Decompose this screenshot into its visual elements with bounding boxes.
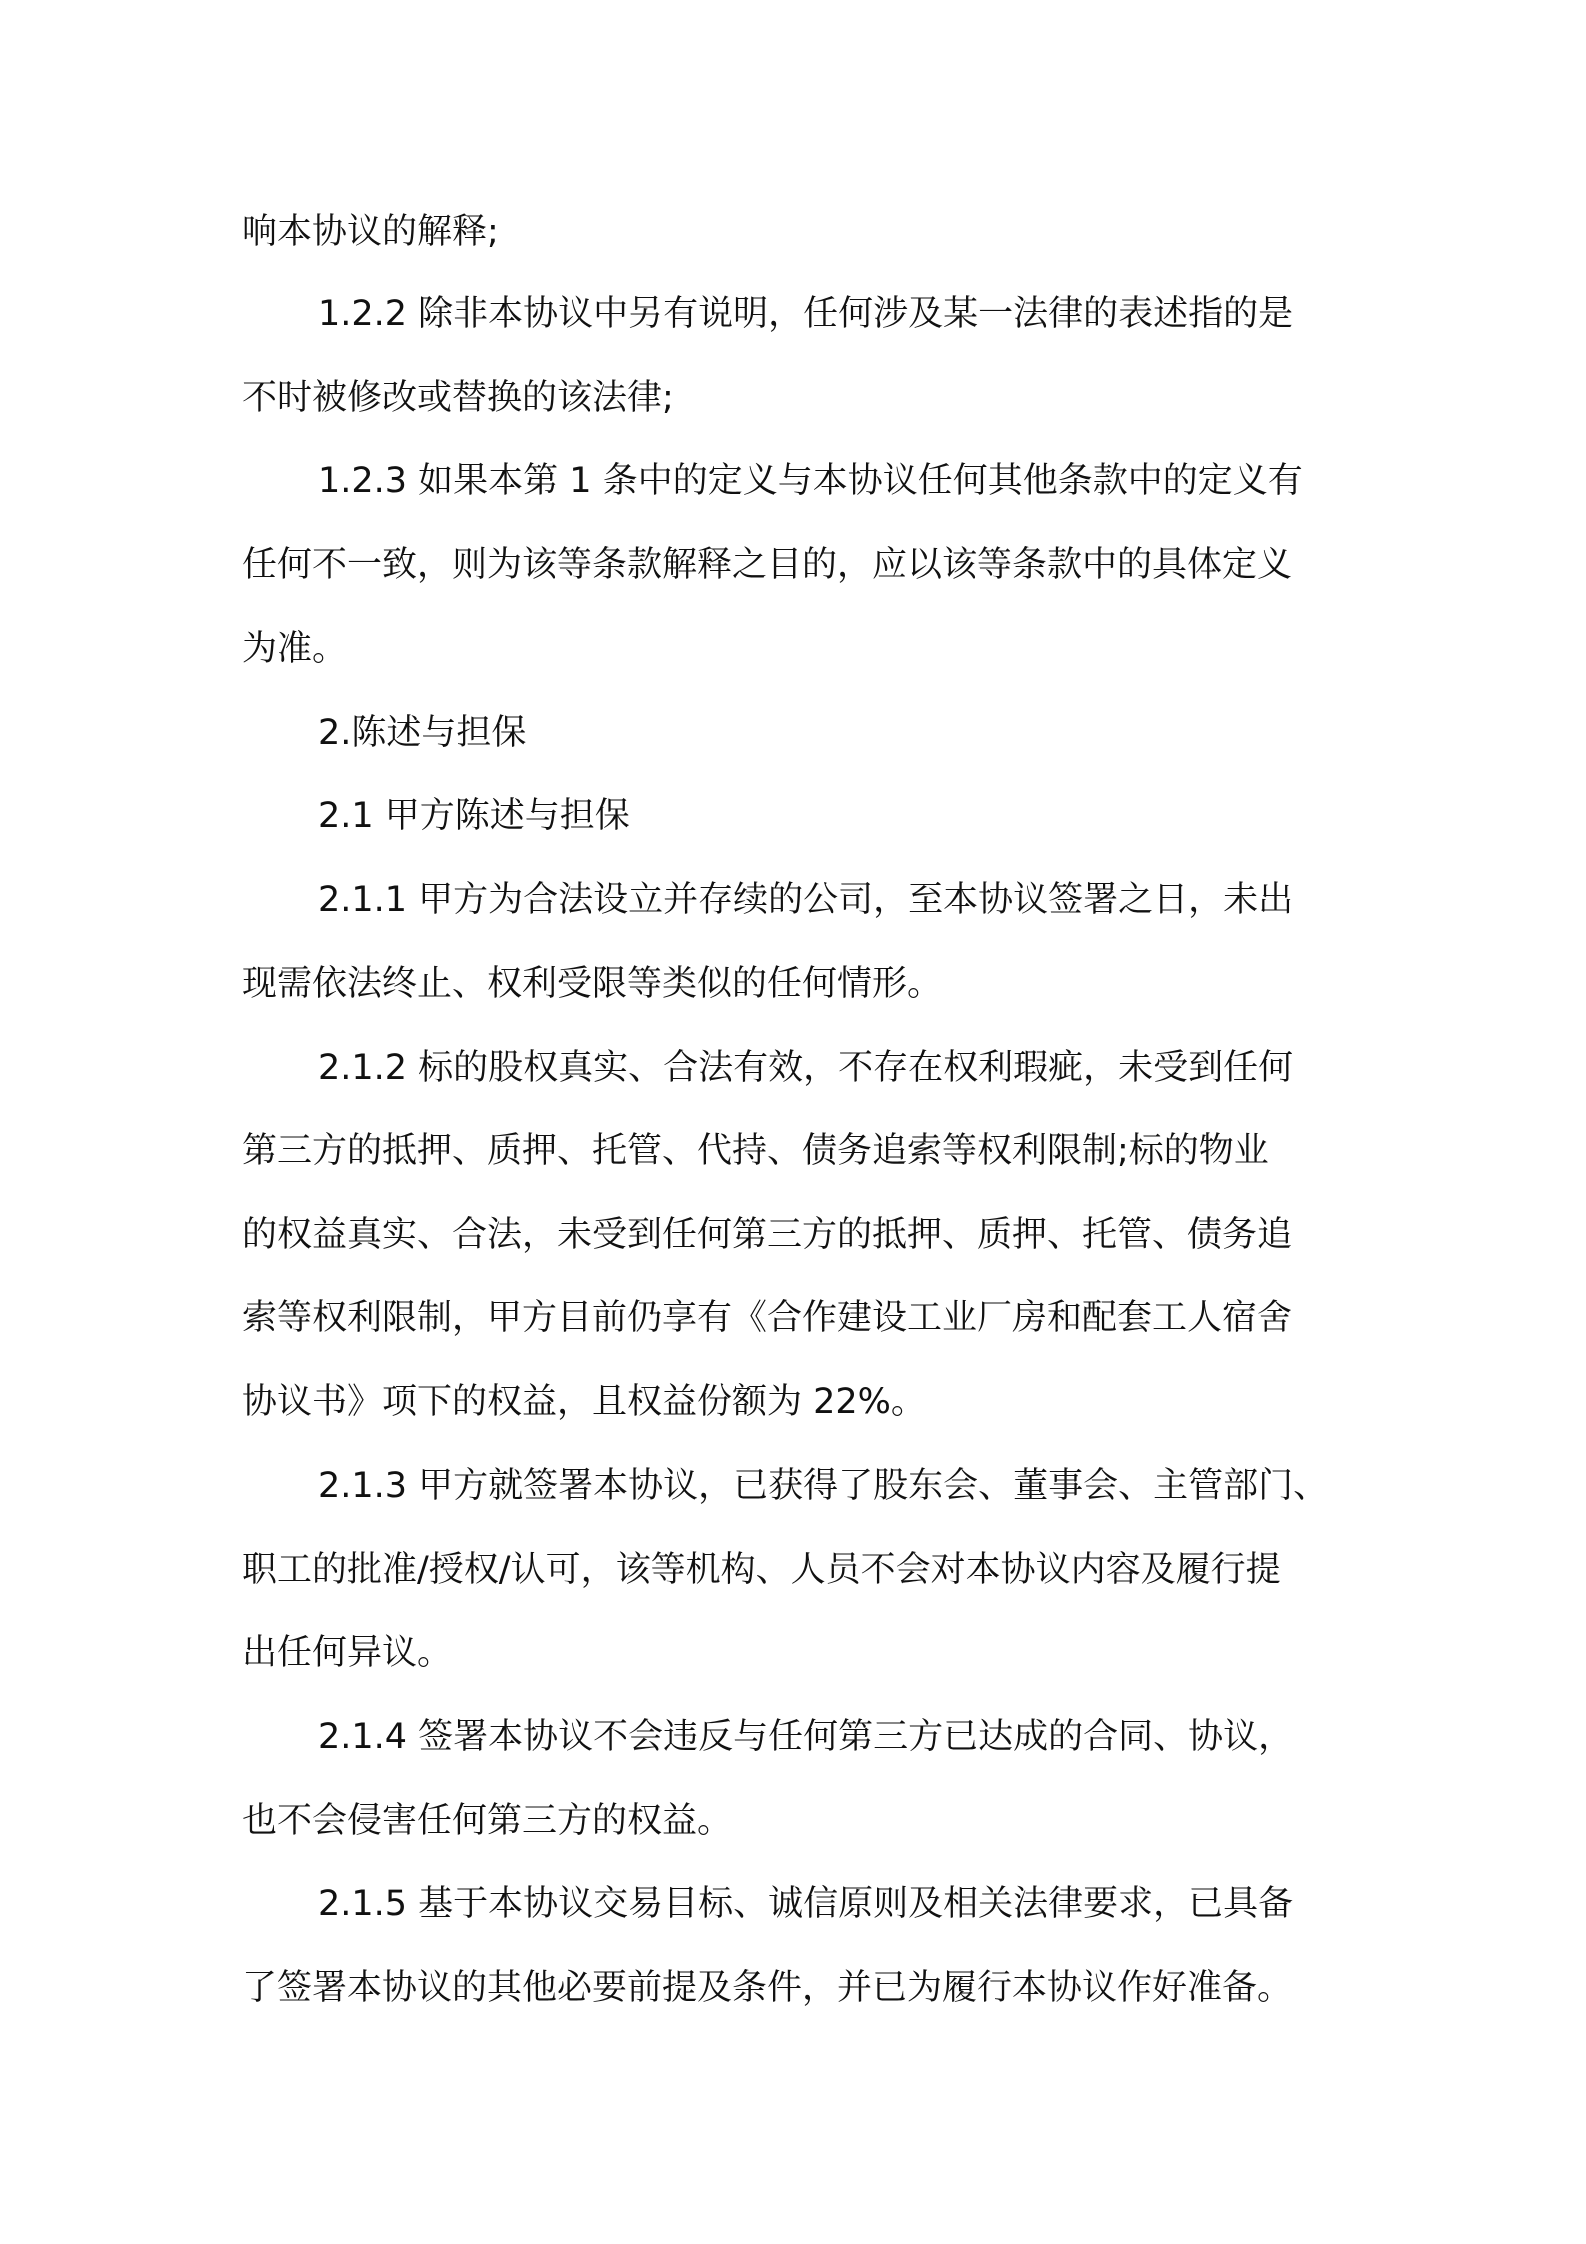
text-line: 第三方的抵押、质押、托管、代持、债务追索等权利限制;标的物业 bbox=[242, 1131, 1269, 1171]
text-line: 1.2.2 除非本协议中另有说明，任何涉及某一法律的表述指的是 bbox=[318, 294, 1294, 334]
text-line: 2.1.3 甲方就签署本协议，已获得了股东会、董事会、主管部门、 bbox=[318, 1466, 1329, 1506]
text-line: 响本协议的解释; bbox=[242, 212, 499, 252]
text-line: 为准。 bbox=[242, 629, 348, 669]
text-line: 索等权利限制，甲方目前仍享有《合作建设工业厂房和配套工人宿舍 bbox=[242, 1298, 1293, 1338]
text-line: 现需依法终止、权利受限等类似的任何情形。 bbox=[242, 964, 943, 1004]
text-line: 1.2.3 如果本第 1 条中的定义与本协议任何其他条款中的定义有 bbox=[318, 461, 1303, 501]
text-line: 2.1.1 甲方为合法设立并存续的公司，至本协议签署之日，未出 bbox=[318, 880, 1294, 920]
text-line: 2.1.5 基于本协议交易目标、诚信原则及相关法律要求，已具备 bbox=[318, 1884, 1294, 1924]
text-line: 不时被修改或替换的该法律; bbox=[242, 378, 674, 418]
text-line: 2.1.2 标的股权真实、合法有效，不存在权利瑕疵，未受到任何 bbox=[318, 1048, 1294, 1088]
text-line: 协议书》项下的权益，且权益份额为 22%。 bbox=[242, 1382, 926, 1422]
text-line: 职工的批准/授权/认可，该等机构、人员不会对本协议内容及履行提 bbox=[242, 1550, 1281, 1590]
text-line: 的权益真实、合法，未受到任何第三方的抵押、质押、托管、债务追 bbox=[242, 1215, 1293, 1255]
text-line: 了签署本协议的其他必要前提及条件，并已为履行本协议作好准备。 bbox=[242, 1968, 1293, 2008]
text-line: 任何不一致，则为该等条款解释之目的，应以该等条款中的具体定义 bbox=[242, 545, 1293, 585]
text-line: 2.1.4 签署本协议不会违反与任何第三方已达成的合同、协议， bbox=[318, 1717, 1294, 1757]
text-line: 出任何异议。 bbox=[242, 1633, 453, 1673]
text-line: 也不会侵害任何第三方的权益。 bbox=[242, 1801, 733, 1841]
section-heading: 2.陈述与担保 bbox=[318, 713, 527, 753]
subsection-heading: 2.1 甲方陈述与担保 bbox=[318, 796, 630, 836]
